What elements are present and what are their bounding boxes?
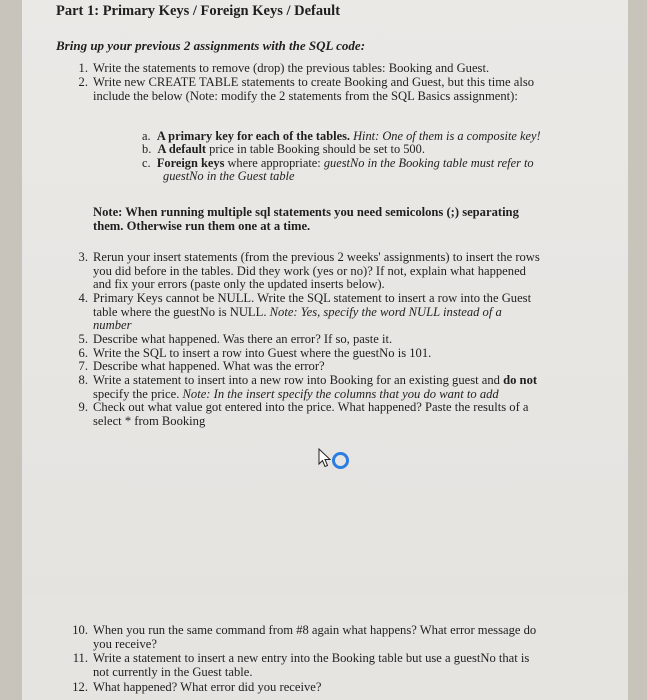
list-item-2: 2. Write new CREATE TABLE statements to create Booking and Guest, but this time also [78, 75, 535, 89]
list-item-3: 3. Rerun your insert statements (from the previous 2 weeks' assignments) to insert the rows [78, 250, 540, 264]
list-item-8-cont: specify the price. Note: In the insert specify the columns that you do want to add [93, 387, 499, 401]
loading-spinner-icon [332, 452, 349, 469]
sub-item-c: c. Foreign keys where appropriate: guestNo in the Booking table must refer to [142, 156, 534, 170]
list-item-9-cont: select * from Booking [93, 414, 206, 428]
semicolon-note: Note: When running multiple sql statements you need semicolons (;) separating [93, 205, 519, 219]
sub-item-b: b. A default price in table Booking should be set to 500. [142, 142, 425, 156]
sub-item-c-cont: guestNo in the Guest table [163, 169, 295, 183]
list-item-11: 11. Write a statement to insert a new entry into the Booking table but use a guestNo that is [72, 651, 530, 665]
list-item-8: 8. Write a statement to insert into a new row into Booking for an existing guest and do not [78, 373, 538, 387]
pointer-cursor-icon [318, 448, 332, 470]
list-item-4-cont: table where the guestNo is NULL. Note: Yes, specify the word NULL instead of a [93, 305, 502, 319]
list-item-9: 9. Check out what value got entered into the price. What happened? Paste the results of a [78, 400, 529, 414]
list-item-10-cont: you receive? [93, 637, 157, 651]
list-item-5: 5. Describe what happened. Was there an error? If so, paste it. [78, 332, 393, 346]
semicolon-note-cont: them. Otherwise run them one at a time. [93, 219, 311, 233]
list-item-4: 4. Primary Keys cannot be NULL. Write the SQL statement to insert a row into the Guest [78, 291, 532, 305]
list-item-11-cont: not currently in the Guest table. [93, 665, 253, 679]
list-item-12: 12. What happened? What error did you receive? [72, 680, 322, 694]
list-item-4-cont2: number [93, 318, 132, 332]
list-item-7: 7. Describe what happened. What was the error? [78, 359, 325, 373]
list-item-3-cont1: you did before in the tables. Did they work (yes or no)? If not, explain what happened [93, 264, 526, 278]
list-item-3-cont2: and fix your errors (paste only the updated inserts below). [93, 277, 385, 291]
list-item-10: 10. When you run the same command from #8 again what happens? What error message do [72, 623, 537, 637]
list-item-6: 6. Write the SQL to insert a row into Guest where the guestNo is 101. [78, 346, 432, 360]
page-title: Part 1: Primary Keys / Foreign Keys / Default [56, 3, 341, 19]
instructions-heading: Bring up your previous 2 assignments with the SQL code: [56, 38, 366, 53]
list-item-2-cont: include the below (Note: modify the 2 statements from the SQL Basics assignment): [93, 89, 518, 103]
list-item-1: 1. Write the statements to remove (drop) the previous tables: Booking and Guest. [78, 61, 490, 75]
sub-item-a: a. A primary key for each of the tables. Hint: One of them is a composite key! [142, 129, 541, 143]
